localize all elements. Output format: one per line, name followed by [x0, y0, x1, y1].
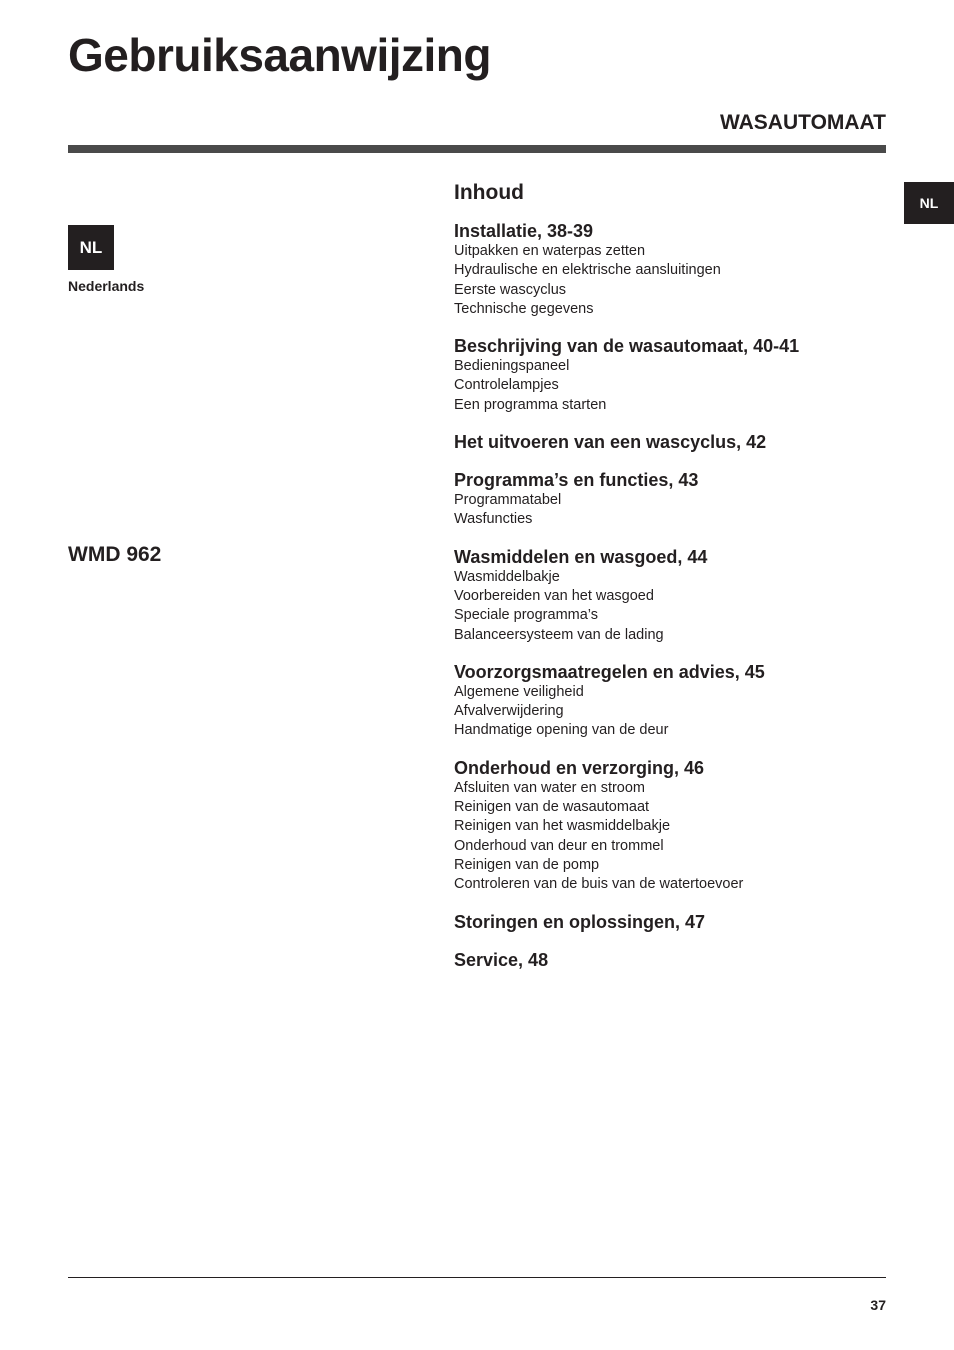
toc-section-title: Installatie, 38-39	[454, 221, 594, 241]
page-number: 37	[870, 1297, 886, 1313]
toc-section	[454, 661, 884, 741]
toc-item: Programmatabel	[454, 492, 562, 509]
toc-item: Een programma starten	[454, 396, 607, 413]
toc-item-list	[454, 357, 884, 415]
toc-item: Wasfuncties	[454, 511, 533, 528]
footer-divider	[68, 1277, 886, 1278]
toc-item: Wasmiddelbakje	[454, 568, 560, 585]
toc-item: Uitpakken en waterpas zetten	[454, 243, 646, 259]
model-number: WMD 962	[68, 543, 162, 566]
product-type-heading: WASAUTOMAAT	[719, 111, 886, 134]
toc-item: Controlelampjes	[454, 377, 559, 394]
language-side-tab: NL	[904, 182, 954, 224]
table-of-contents	[454, 180, 884, 987]
toc-section	[454, 757, 884, 895]
toc-item: Hydraulische en elektrische aansluitingen	[454, 262, 721, 279]
toc-item-list	[454, 242, 884, 319]
toc-item: Reinigen van het wasmiddelbakje	[454, 818, 671, 835]
toc-item: Afvalverwijdering	[454, 703, 564, 720]
header-divider	[68, 145, 886, 153]
toc-item-list	[454, 779, 884, 895]
toc-item: Eerste wascyclus	[454, 281, 567, 298]
toc-item: Reinigen van de pomp	[454, 856, 600, 873]
toc-section	[454, 949, 884, 971]
toc-heading: Inhoud	[454, 181, 524, 204]
toc-section	[454, 220, 884, 319]
toc-sections	[454, 220, 884, 971]
page-title: Gebruiksaanwijzing	[68, 29, 491, 81]
toc-item: Reinigen van de wasautomaat	[454, 799, 650, 816]
toc-section-title: Het uitvoeren van een wascyclus, 42	[454, 432, 767, 453]
toc-item: Algemene veiligheid	[454, 683, 584, 700]
toc-section-title: Voorzorgsmaatregelen en advies, 45	[454, 661, 765, 682]
toc-item: Handmatige opening van de deur	[454, 722, 669, 739]
toc-section	[454, 335, 884, 415]
toc-section-title: Wasmiddelen en wasgoed, 44	[454, 546, 708, 567]
toc-section	[454, 431, 884, 453]
language-badge: NL	[68, 225, 114, 270]
toc-item: Controleren van de buis van de watertoevoer	[454, 876, 744, 893]
toc-item: Bedieningspaneel	[454, 358, 570, 375]
toc-item: Speciale programma’s	[454, 607, 598, 624]
toc-item-list	[454, 683, 884, 741]
toc-section-title: Onderhoud en verzorging, 46	[454, 757, 705, 778]
toc-section-title: Programma’s en functies, 43	[454, 470, 699, 491]
toc-section	[454, 911, 884, 933]
toc-item-list	[454, 568, 884, 645]
toc-section-title: Beschrijving van de wasautomaat, 40-41	[454, 336, 800, 357]
toc-item: Onderhoud van deur en trommel	[454, 837, 664, 854]
toc-item: Voorbereiden van het wasgoed	[454, 587, 654, 604]
toc-item-list	[454, 491, 884, 530]
toc-section	[454, 469, 884, 530]
toc-section-title: Storingen en oplossingen, 47	[454, 911, 706, 932]
toc-item: Technische gegevens	[454, 300, 594, 317]
toc-section	[454, 546, 884, 645]
toc-item: Balanceersysteem van de lading	[454, 626, 664, 643]
toc-section-title: Service, 48	[454, 949, 549, 970]
toc-item: Afsluiten van water en stroom	[454, 779, 646, 796]
language-name: Nederlands	[68, 278, 145, 294]
